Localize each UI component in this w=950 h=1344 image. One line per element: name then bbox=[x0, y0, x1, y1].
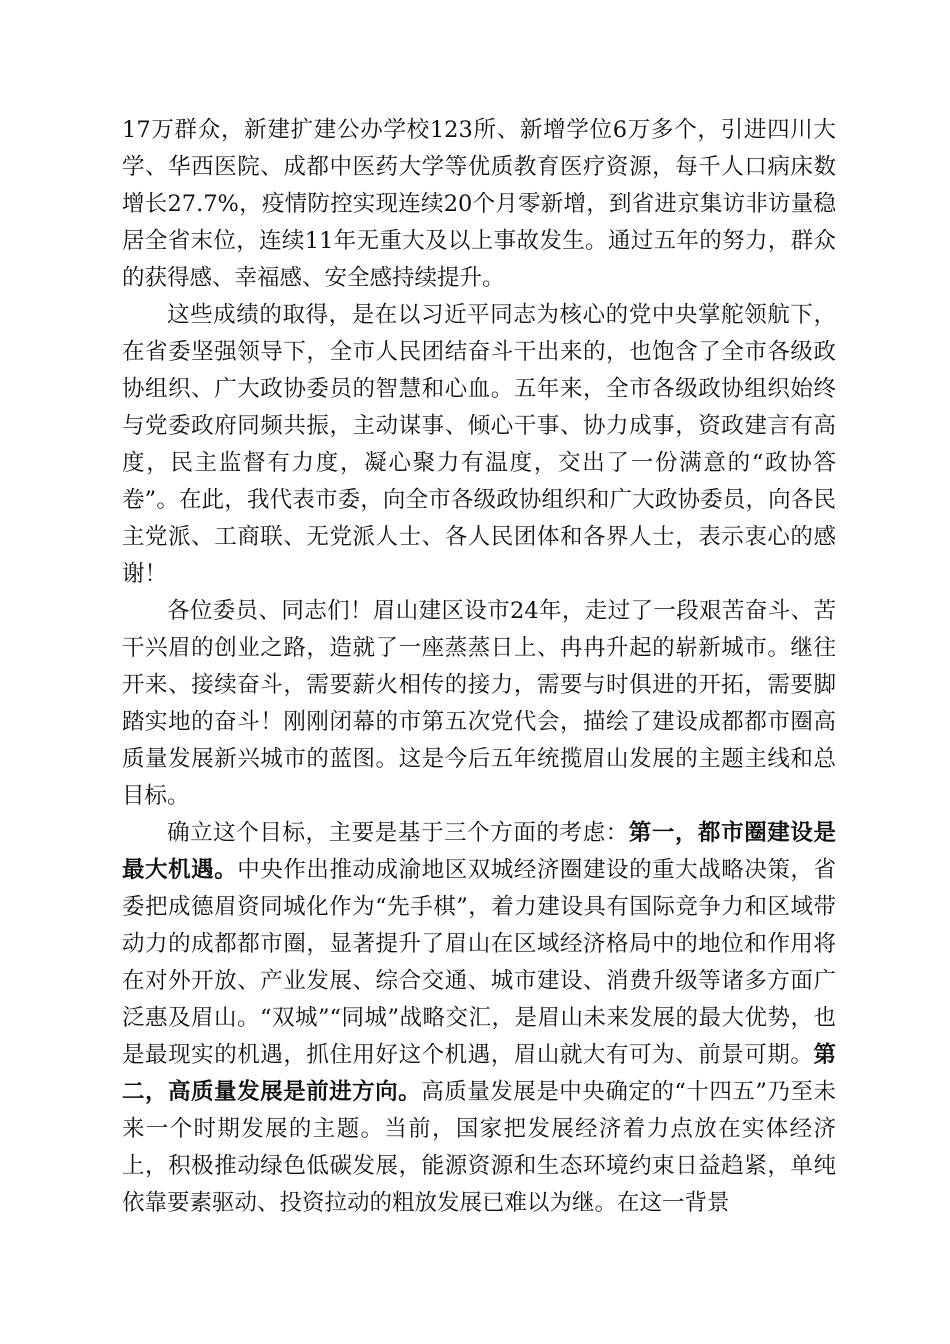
paragraph-text: 17万群众，新建扩建公办学校123所、新增学位6万多个，引进四川大学、华西医院、成都中医药大学等优质教育医疗资源，每千人口病床数增长27.7%，疫情防控实现连续20个月零新增，到省进京集访非访量稳居全省末位，连续11年无重大及以上事故发生。通过五年的努力，群众的获得感、幸福感、安全感持续提升。 bbox=[122, 117, 836, 291]
paragraph bbox=[122, 815, 836, 1222]
paragraph-text: 这些成绩的取得，是在以习近平同志为核心的党中央掌舵领航下，在省委坚强领导下，全市人民团结奋斗干出来的，也饱含了全市各级政协组织、广大政协委员的智慧和心血。五年来，全市各级政协组织始终与党委政府同频共振，主动谋事、倾心干事、协力成事，资政建言有高度，民主监督有力度，凝心聚力有温度，交出了一份满意的“政协答卷”。在此，我代表市委，向全市各级政协组织和广大政协委员，向各民主党派、工商联、无党派人士、各人民团体和各界人士，表示衷心的感谢！ bbox=[122, 302, 836, 587]
paragraph-text: 确立这个目标，主要是基于三个方面的考虑： bbox=[167, 820, 629, 846]
bold-heading: 第二，高质量发展是前进方向。 bbox=[122, 1042, 836, 1105]
paragraph bbox=[122, 593, 836, 815]
paragraph-text: 高质量发展是中央确定的“十四五”乃至未来一个时期发展的主题。当前，国家把发展经济着力点放在实体经济上，积极推动绿色低碳发展，能源资源和生态环境约束日益趋紧，单纯依靠要素驱动、投资拉动的粗放发展已难以为继。在这一背景 bbox=[122, 1079, 836, 1216]
paragraph bbox=[122, 112, 836, 297]
document-body bbox=[122, 112, 836, 1222]
paragraph-text: 中央作出推动成渝地区双城经济圈建设的重大战略决策，省委把成德眉资同城化作为“先手棋”，着力建设具有国际竞争力和区域带动力的成都都市圈，显著提升了眉山在区域经济格局中的地位和作用将在对外开放、产业发展、综合交通、城市建设、消费升级等诸多方面广泛惠及眉山。“双城”“同城”战略交汇，是眉山未来发展的最大优势，也是最现实的机遇，抓住用好这个机遇，眉山就大有可为、前景可期。 bbox=[122, 857, 836, 1068]
paragraph-text: 各位委员、同志们！眉山建区设市24年，走过了一段艰苦奋斗、苦干兴眉的创业之路，造就了一座蒸蒸日上、冉冉升起的崭新城市。继往开来、接续奋斗，需要薪火相传的接力，需要与时俱进的开拓，需要脚踏实地的奋斗！刚刚闭幕的市第五次党代会，描绘了建设成都都市圈高质量发展新兴城市的蓝图。这是今后五年统揽眉山发展的主题主线和总目标。 bbox=[122, 598, 836, 809]
bold-heading: 第一，都市圈建设是最大机遇。 bbox=[122, 820, 836, 883]
paragraph bbox=[122, 297, 836, 593]
